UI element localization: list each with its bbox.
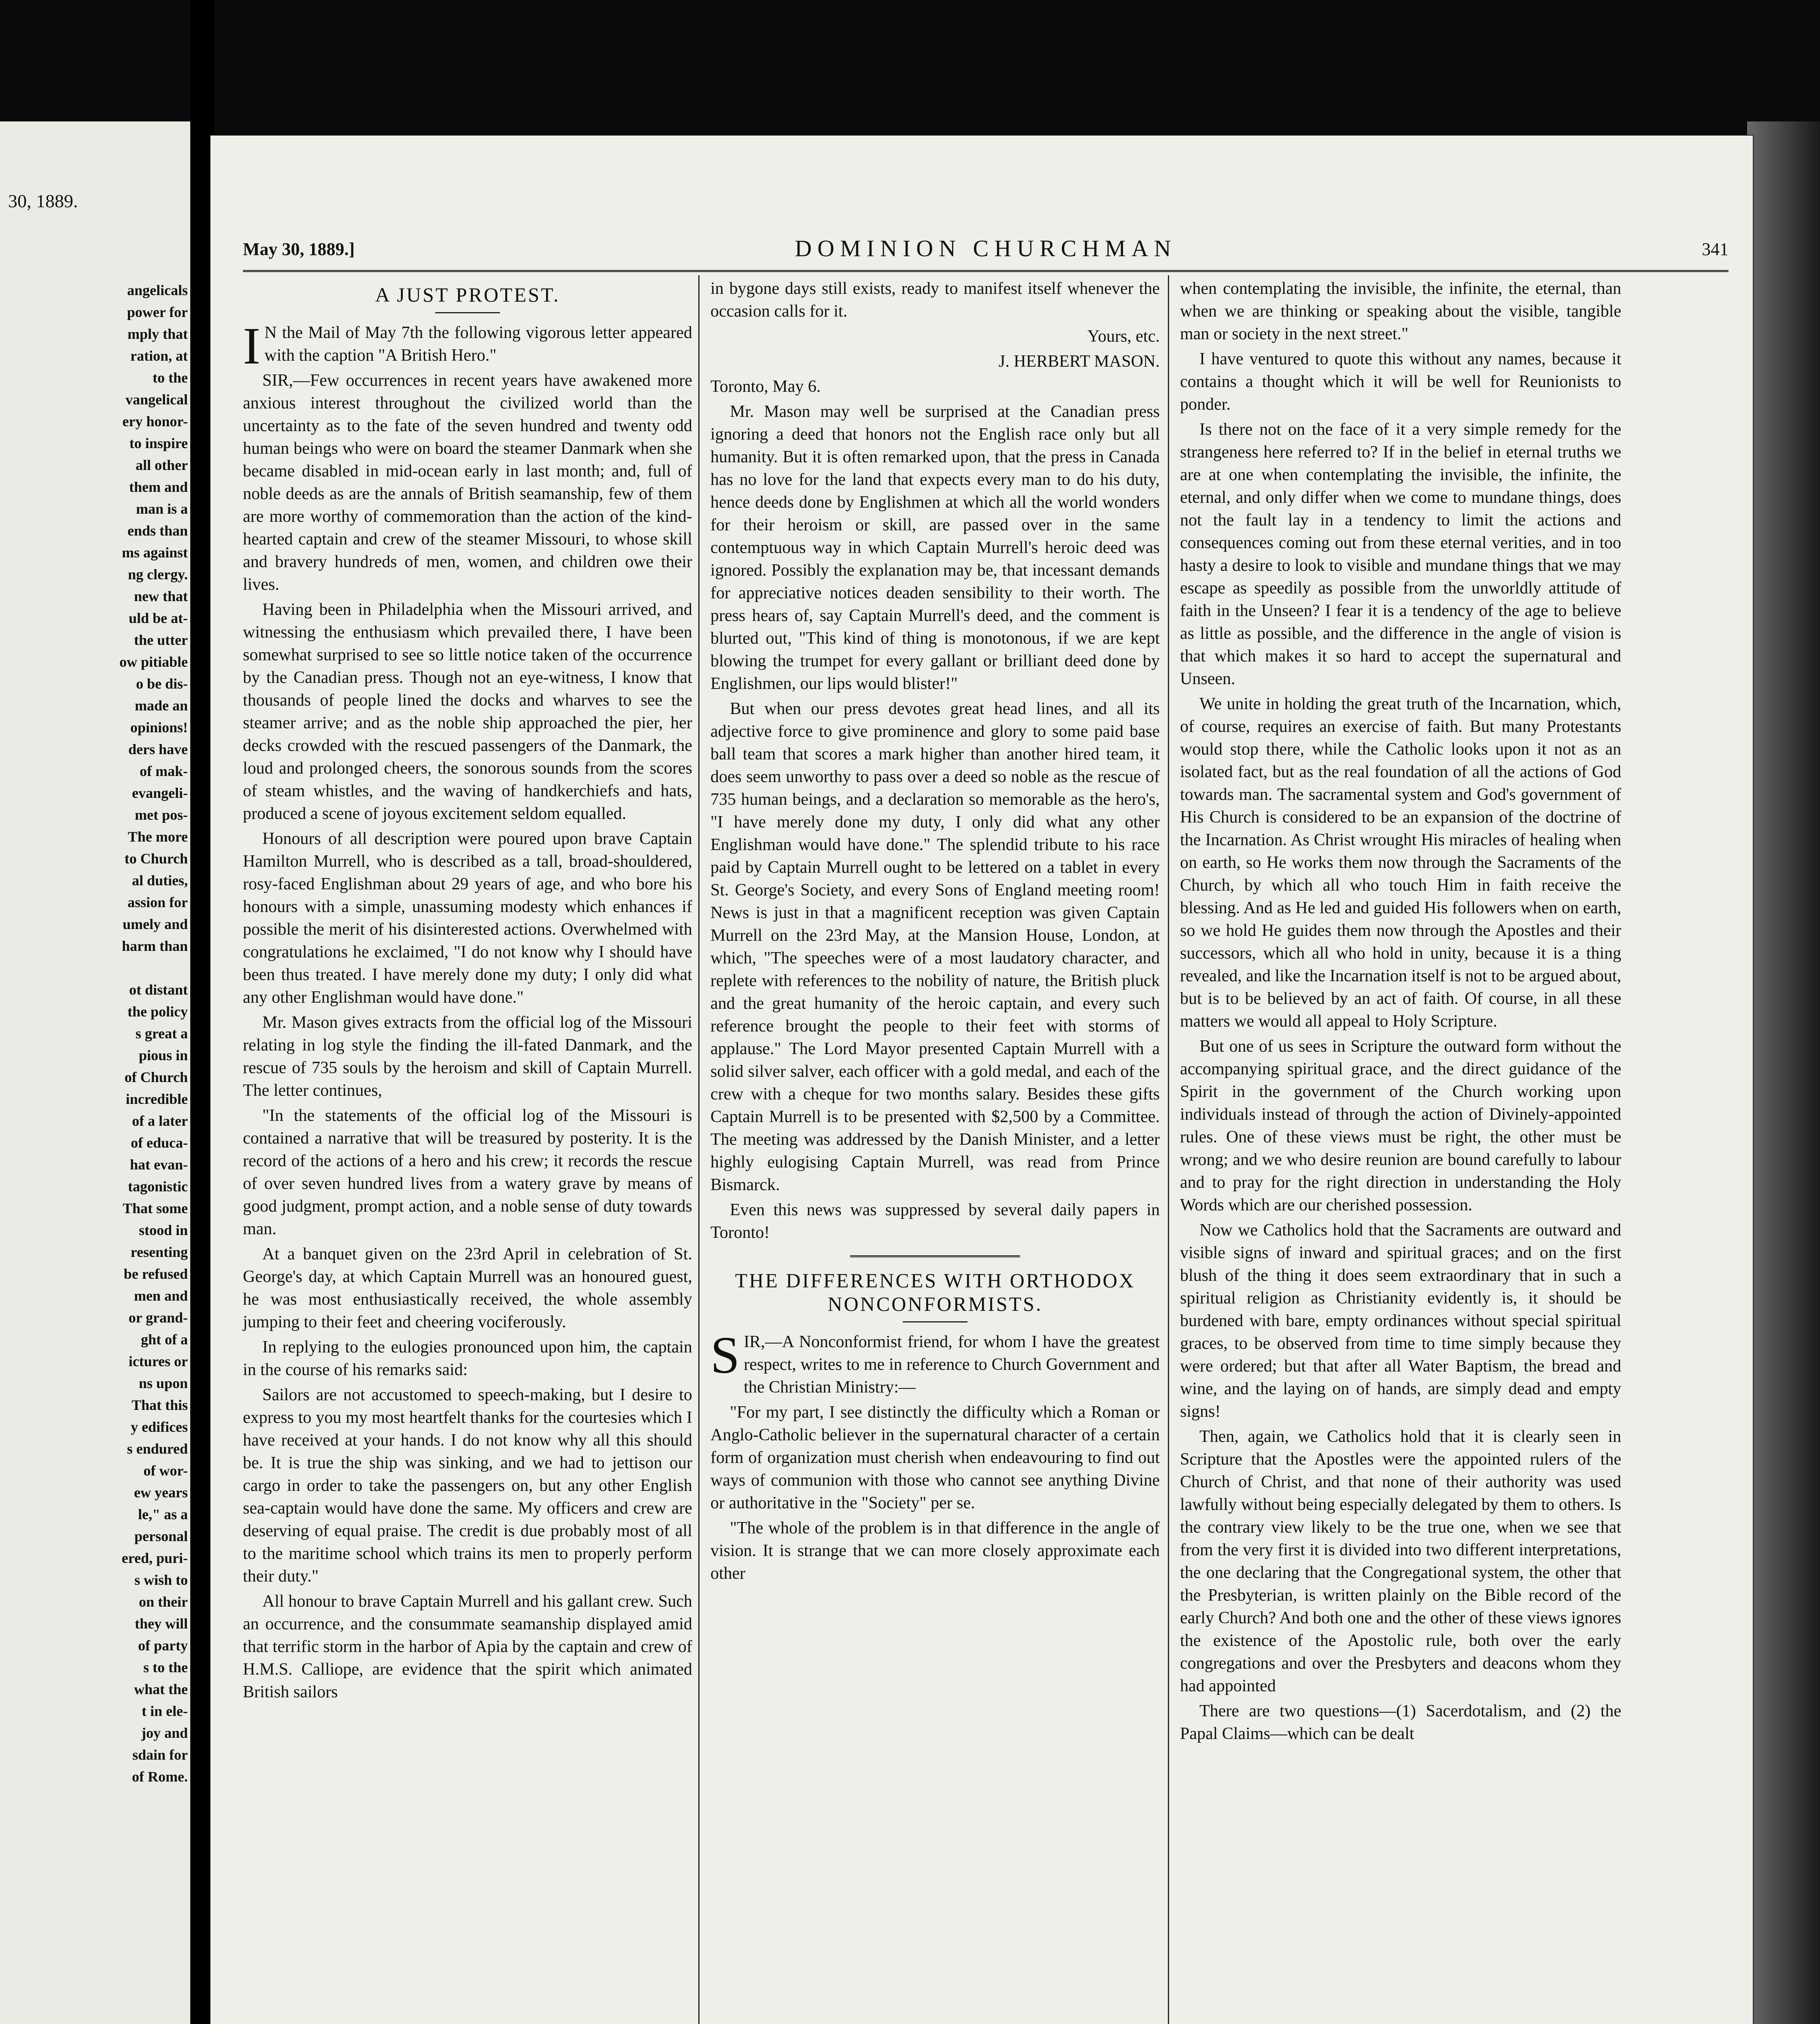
facing-page-line: s great a	[135, 1025, 188, 1042]
facing-page-line: of mak-	[140, 763, 188, 779]
article-intro: SIR,—A Nonconformist friend, for whom I have the greatest respect, writes to me in reference to Church Government and the Christian Ministry:—	[710, 1326, 1160, 1397]
facing-page-line: to the	[153, 370, 188, 386]
letter-closing: Yours, etc.	[1087, 327, 1160, 346]
paragraph: All honour to brave Captain Murrell and his gallant crew. Such an occurrence, and the consummate seamanship displayed amid that terrific storm in the harbor of Apia by the captain and crew of H.M.S. Calliope, are evidence that the spirit which animated British sailors	[243, 1592, 692, 1701]
facing-page-line: of educa-	[131, 1135, 188, 1151]
paragraph: Mr. Mason may well be surprised at the Canadian press ignoring a deed that honors not the English race only but all humanity. But it is often remarked upon, that the press in Canada has no love for the land that expects every man to do his duty, hence deeds done by Englishmen at which all the world wonders for their heroism or skill, are passed over in the same contemptuous way in which Captain Murrell's heroic deed was ignored. Possibly the explanation may be, that incessant demands for appreciative notices deaden sensibility to their worth. The press hears of, say Captain Murrell's deed, and the comment is blurted out, "This kind of thing is monotonous, if we are kept blowing the trumpet for every gallant or brilliant deed done by Englishmen, our lips would blister!"	[710, 402, 1160, 693]
facing-page-line: to Church	[124, 850, 188, 867]
paragraph: Honours of all description were poured upon brave Captain Hamilton Murrell, who is described as a tall, broad-shouldered, rosy-faced Englishman about 29 years of age, and who bore his honours with a simple, unassuming modesty which enhances if possible the merit of his disinterested actions. Overwhelmed with congratulations he exclaimed, "I do not know why I should have been thus treated. I have merely done my duty; I only did what any other Englishman would have done."	[243, 829, 692, 1007]
facing-page-line: ders have	[128, 741, 188, 757]
facing-page-line: assion for	[127, 894, 188, 910]
letter-dateline: Toronto, May 6.	[710, 377, 821, 396]
facing-page-line: The more	[128, 829, 188, 845]
facing-page-header: 30, 1889.	[8, 191, 78, 211]
paragraph: "For my part, I see distinctly the difficulty which a Roman or Anglo-Catholic believer in the supernatural character of a certain form of organization must cherish when endeavouring to find out ways of communion with those who cannot see anything Divine or authoritative in the "Society" per se.	[710, 1403, 1160, 1512]
facing-page-line: to inspire	[129, 435, 188, 451]
drop-cap: I	[243, 317, 261, 375]
column-rule	[1168, 275, 1169, 2024]
facing-page-line: the utter	[134, 632, 188, 648]
facing-page-line: resenting	[130, 1244, 188, 1260]
facing-page-line: ew years	[134, 1484, 188, 1501]
facing-page-line: what the	[134, 1681, 188, 1697]
facing-page-line: mply that	[127, 326, 188, 342]
paragraph: Sailors are not accustomed to speech-making, but I desire to express to you my most heartfelt thanks for the courtesies which I have received at your hands. I do not know why all this should be. It is true the ship was sinking, and we had to jettison our cargo in order to take the passengers on, but any other English sea-captain would have done the same. My officers and crew are deserving of equal praise. The credit is due probably most of all to the maritime school which trains its men to properly perform their duty."	[243, 1386, 692, 1586]
facing-page-line: personal	[134, 1528, 188, 1544]
facing-page-line: umely and	[122, 916, 188, 932]
paragraph: Mr. Mason gives extracts from the official log of the Missouri relating in log style the finding the ill-fated Danmark, and the rescue of 735 souls by the heroism and skill of Captain Murrell. The letter continues,	[243, 1013, 692, 1100]
facing-page-line: of party	[138, 1637, 188, 1654]
header-rule	[243, 270, 1729, 272]
facing-page-line: ow pitiable	[119, 654, 188, 670]
article-title: THE DIFFERENCES WITH ORTHODOX NONCONFORMISTS.	[735, 1269, 1135, 1315]
article-intro: I N the Mail of May 7th the following vigorous letter appeared with the caption "A British Hero."	[243, 317, 692, 375]
newspaper-page	[210, 136, 1753, 2024]
facing-page-line: ght of a	[141, 1331, 188, 1348]
facing-page-line: al duties,	[132, 872, 188, 889]
facing-page-line: be refused	[123, 1266, 188, 1282]
facing-page-line: incredible	[125, 1091, 188, 1107]
paragraph: Having been in Philadelphia when the Missouri arrived, and witnessing the enthusiasm which prevailed there, I have been somewhat surprised to see so little notice taken of the occurrence by the Canadian press. Though not an eye-witness, I know that thousands of people lined the docks and wharves to see the steamer arrive; and as the noble ship approached the pier, her decks crowded with the rescued passengers of the Danmark, the loud and prolonged cheers, the sonorous sounds from the scores of steam whistles, and the waving of handkerchiefs and hats, produced a scene of joyous excitement seldom equalled.	[243, 600, 692, 823]
facing-page-line: ration, at	[130, 348, 188, 364]
facing-page-line: opinions!	[130, 719, 188, 736]
facing-page-line: new that	[134, 588, 188, 604]
facing-page-line: y edifices	[131, 1419, 188, 1435]
paragraph: Now we Catholics hold that the Sacraments are outward and visible signs of inward and spiritual graces; and on the first blush of the thing it does seem extraordinary that in such a spiritual religion as Christianity evidently is, it should be burdened with bare, empty ordinances without special spiritual graces, to be observed from time to time simply because they were ordered; but that after all Water Baptism, the bread and wine, and the laying on of hands, are simply dead and empty signs!	[1180, 1221, 1621, 1421]
facing-page-line	[119, 957, 188, 979]
facing-page-line: ms against	[121, 544, 188, 561]
facing-page-line: ictures or	[128, 1353, 188, 1369]
article-title: A JUST PROTEST.	[375, 283, 560, 306]
title-rule	[435, 312, 500, 313]
facing-page-line: le," as a	[138, 1506, 188, 1522]
facing-page-line: stood in	[138, 1222, 188, 1238]
facing-page-line: uld be at-	[128, 610, 188, 626]
column-1	[243, 277, 692, 1706]
facing-page-line: s to the	[143, 1659, 188, 1675]
facing-page-line: on their	[139, 1594, 188, 1610]
paragraph: But one of us sees in Scripture the outward form without the accompanying spiritual grace, and the direct guidance of the Spirit in the government of the Church working upon individuals instead of through the action of Divinely-appointed rules. One of these views must be right, the other must be wrong; and we who desire reunion are bound carefully to labour and to pray for the right direction in understanding the Holy Words which are our cherished possession.	[1180, 1037, 1621, 1214]
facing-page	[0, 121, 190, 2024]
paragraph: in bygone days still exists, ready to manifest itself whenever the occasion calls for it.	[710, 279, 1160, 321]
facing-page-line: angelicals	[127, 282, 188, 298]
paragraph: SIR,—Few occurrences in recent years have awakened more anxious interest throughout the civilized world than the uncertainty as to the fate of the seven hundred and twenty odd human beings who were on board the steamer Danmark when she became disabled in mid-ocean early in last month; and, full of noble deeds as are the annals of British seamanship, few of them are more worthy of commemoration than the action of the kind-hearted captain and crew of the steamer Missouri, to whose skill and bravery hundreds of men, women, and children owe their lives.	[243, 371, 692, 594]
facing-page-text	[119, 279, 188, 1788]
book-edge	[1747, 121, 1820, 2024]
paragraph: We unite in holding the great truth of the Incarnation, which, of course, requires an exercise of faith. But many Protestants would stop there, while the Catholic looks upon it not as an isolated fact, but as the real foundation of all the actions of God towards man. The sacramental system and God's government of His Church is considered to be an expansion of the doctrine of the Incarnation. As Christ wrought His miracles of healing when on earth, so He works them now through the Sacraments of the Church, by which all who touch Him in faith receive the blessing. And as He led and guided His followers when on earth, so we hold He guides them now through the Apostles and their successors, which all who hold in unity, because it is a thing revealed, and like the Incarnation itself is not to be argued about, but is to be believed by an act of faith. Of course, in all these matters we would all appeal to Holy Scripture.	[1180, 695, 1621, 1031]
facing-page-line: all other	[136, 457, 188, 473]
facing-page-line: t in ele-	[142, 1703, 188, 1719]
facing-page-line: ot distant	[129, 982, 188, 998]
facing-page-line: them and	[129, 479, 188, 495]
facing-page-line: made an	[134, 697, 188, 714]
running-head	[243, 235, 1729, 267]
facing-page-line: of wor-	[143, 1463, 188, 1479]
column-2	[710, 277, 1160, 1587]
facing-page-line: ery honor-	[122, 413, 188, 429]
paragraph: "The whole of the problem is in that difference in the angle of vision. It is strange that we can more closely approximate each other	[710, 1519, 1160, 1583]
paragraph: In replying to the eulogies pronounced upon him, the captain in the course of his remarks said:	[243, 1338, 692, 1379]
facing-page-line: pious in	[138, 1047, 188, 1063]
facing-page-line: they will	[135, 1616, 188, 1632]
facing-page-line: vangelical	[125, 391, 188, 408]
paragraph: "In the statements of the official log of the Missouri is contained a narrative that will be treasured by posterity. It is the record of the actions of a hero and his crew; it records the rescue of over seven hundred lives from a watery grave by means of good judgment, prompt action, and a noble sense of duty towards man.	[243, 1106, 692, 1238]
facing-page-line: That this	[131, 1397, 188, 1413]
facing-page-line: of Church	[124, 1069, 188, 1085]
paragraph: Even this news was suppressed by several daily papers in Toronto!	[710, 1201, 1160, 1242]
facing-page-line: ered, puri-	[121, 1550, 188, 1566]
facing-page-line: men and	[134, 1288, 188, 1304]
facing-page-line: ns upon	[138, 1375, 188, 1391]
facing-page-line: ends than	[127, 523, 188, 539]
paragraph: At a banquet given on the 23rd April in celebration of St. George's day, at which Captain Murrell was an honoured guest, he was most enthusiastically received, the whole assembly jumping to their feet and cheering vociferously.	[243, 1245, 692, 1331]
facing-page-line: sdain for	[132, 1747, 188, 1763]
facing-page-line: of Rome.	[132, 1769, 188, 1785]
facing-page-line: of a later	[132, 1113, 188, 1129]
facing-page-line: man is a	[136, 501, 188, 517]
paragraph: Then, again, we Catholics hold that it is clearly seen in Scripture that the Apostles were the appointed rulers of the Church of Christ, and that none of their authority was used lawfully without being especially delegated by them to others. Is the contrary view likely to be the true one, when we see that from the very first it is divided into two different interpretations, the one declaring that the Congregational system, the other that the Presbyterian, is written plainly on the Bible record of the early Church? And both one and the other of these views ignores the existence of the Apostolic rule, both over the early congregations and over the Presbyters and deacons whom they had appointed	[1180, 1427, 1621, 1695]
letter-signature: J. HERBERT MASON.	[998, 352, 1160, 371]
drop-cap: S	[710, 1326, 740, 1384]
facing-page-line: power for	[127, 304, 188, 320]
issue-date: May 30, 1889.]	[243, 239, 355, 259]
paragraph: But when our press devotes great head lines, and all its adjective force to give prominence and glory to some paid base ball team that scores a mark higher than another hired team, it does seem unworthy to pass over a deed so noble as the rescue of 735 human beings, and a declaration so memorable as the hero's, "I have merely done my duty, I only did what any other Englishman would have done." The splendid tribute to his race paid by Captain Murrell ought to be lettered on a tablet in every St. George's Society, and every Sons of England meeting room! News is just in that a magnificent reception was given Captain Murrell on the 23rd May, at the Mansion House, London, at which, "The speeches were of a most laudatory character, and replete with references to the nobility of nature, the British pluck and the great humanity of the heroic captain, and every such reference brought the people to their feet with storms of applause." The Lord Mayor presented Captain Murrell with a solid silver salver, each officer with a gold medal, and each of the crew with a cheque for two months salary. Besides these gifts Captain Murrell is to be presented with $2,500 by a Committee. The meeting was addressed by the Danish Minister, and a letter highly eulogising Captain Murrell, was read from Prince Bismarck.	[710, 699, 1160, 1194]
section-divider	[850, 1255, 1020, 1257]
column-rule	[698, 275, 700, 2024]
facing-page-line: o be dis-	[136, 676, 188, 692]
facing-page-line: s wish to	[134, 1572, 188, 1588]
page-number: 341	[1702, 239, 1729, 259]
paragraph: Is there not on the face of it a very simple remedy for the strangeness here referred to? If in the belief in eternal truths we are at one when contemplating the invisible, the infinite, the eternal, and only differ when we come to mundane things, does not the fault lay in a tendency to limit the actions and consequences coming out from these eternal verities, and in too hasty a desire to look to visible and mundane things that we may escape as speedily as possible from the unworldly attitude of faith in the Unseen? I fear it is a tendency of the age to believe as little as possible, and the difference in the angle of vision is that which makes it so hard to accept the supernatural and Unseen.	[1180, 420, 1621, 688]
facing-page-line: or grand-	[128, 1310, 188, 1326]
facing-page-line: evangeli-	[132, 785, 188, 801]
title-rule	[903, 1321, 967, 1322]
masthead-title: DOMINION CHURCHMAN	[795, 235, 1177, 262]
facing-page-line: met pos-	[135, 807, 188, 823]
facing-page-line: the policy	[128, 1003, 188, 1020]
facing-page-line: joy and	[141, 1725, 188, 1741]
facing-page-line: tagonistic	[128, 1178, 188, 1195]
paragraph: I have ventured to quote this without any names, because it contains a thought which it will be well for Reunionists to ponder.	[1180, 350, 1621, 414]
facing-page-line: harm than	[121, 938, 188, 954]
paragraph: when contemplating the invisible, the infinite, the eternal, than when we are thinking or speaking about the visible, tangible man or society in the next street."	[1180, 279, 1621, 343]
facing-page-line: s endured	[127, 1441, 188, 1457]
facing-page-line: hat evan-	[130, 1157, 188, 1173]
paragraph: There are two questions—(1) Sacerdotalism, and (2) the Papal Claims—which can be dealt	[1180, 1702, 1621, 1743]
facing-page-line: That some	[123, 1200, 188, 1216]
column-3	[1180, 277, 1621, 1748]
facing-page-line: ng clergy.	[128, 566, 188, 583]
